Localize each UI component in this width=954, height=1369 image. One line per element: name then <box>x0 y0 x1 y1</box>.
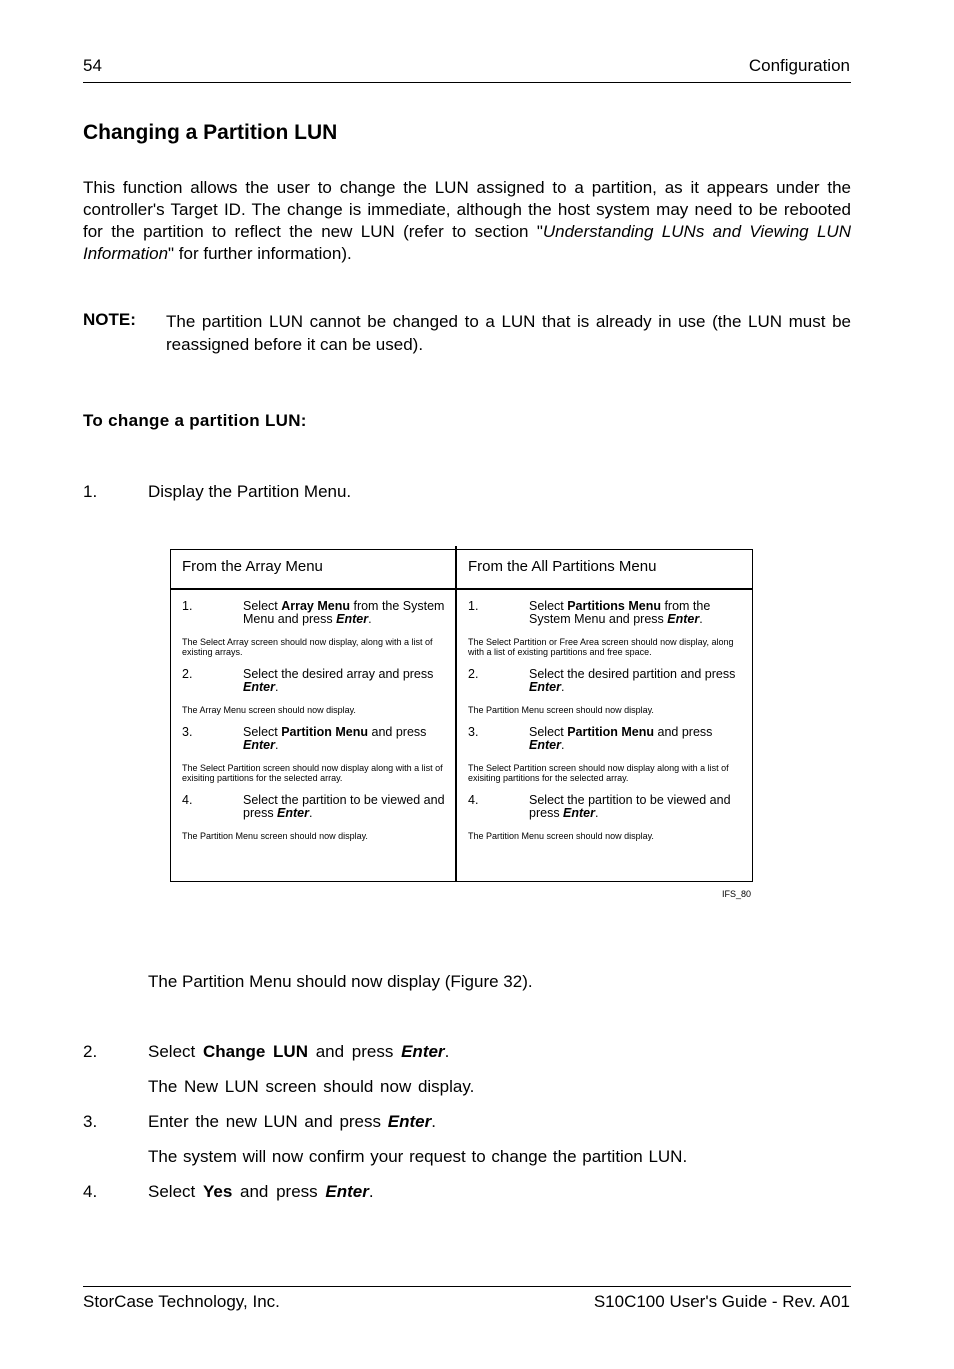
step-4-text <box>148 1182 374 1202</box>
left-step-1-key: Enter <box>336 612 369 626</box>
right-step-3-number: 3. <box>468 725 479 739</box>
header-rule <box>83 82 851 83</box>
step-3-key: Enter <box>387 1112 432 1131</box>
step-2-mid: and press <box>307 1042 402 1061</box>
left-step-1-text-2: from the System Menu and press <box>243 599 445 626</box>
left-step-4-number: 4. <box>182 793 193 807</box>
step-2-end: . <box>444 1042 450 1061</box>
right-step-1-end: . <box>699 612 703 626</box>
right-step-3-end: . <box>560 738 565 752</box>
step-4-number: 4. <box>83 1182 98 1201</box>
right-step-2-end: . <box>560 680 565 694</box>
left-note-2: The Array Menu screen should now display. <box>182 705 356 715</box>
right-step-4-text: Select the partition to be viewed and press <box>529 793 731 820</box>
footer-rule <box>83 1286 851 1287</box>
step-3-number: 3. <box>83 1112 98 1131</box>
page-number: 54 <box>83 56 102 75</box>
intro-paragraph <box>83 177 851 265</box>
right-step-4-end: . <box>595 806 599 820</box>
right-step-3-text: Select <box>529 725 568 739</box>
left-step-3-menu: Partition Menu <box>281 725 369 739</box>
left-step-3 <box>182 726 457 752</box>
footer-company: StorCase Technology, Inc. <box>83 1292 280 1311</box>
figure-right-heading: From the All Partitions Menu <box>468 558 657 575</box>
right-step-1 <box>468 600 743 626</box>
left-note-3: The Select Partition screen should now display along with a list of exisiting partitions for the selected array. <box>182 763 443 783</box>
right-step-4-key: Enter <box>563 806 595 820</box>
right-step-4 <box>468 794 743 820</box>
step-2-key: Enter <box>401 1042 445 1061</box>
step-3-text <box>148 1112 436 1132</box>
figure-id: IFS_80 <box>722 889 752 899</box>
left-step-2-key: Enter <box>243 680 275 694</box>
figure-left-heading: From the Array Menu <box>182 558 323 575</box>
left-step-2-number: 2. <box>182 667 193 681</box>
intro-text-1: This function allows the user to change the LUN assigned to a partition, as it appears under the controller's Target ID. The change is immediate, although the host system may need to be rebooted for the partition to reflect the new LUN (refer to section " <box>83 178 851 241</box>
left-step-2-text: Select the desired array and press <box>243 667 434 681</box>
left-step-4-text: Select the partition to be viewed and press <box>243 793 445 820</box>
step-1-number: 1. <box>83 482 98 501</box>
left-step-3-number: 3. <box>182 725 193 739</box>
step-4-command: Yes <box>202 1182 233 1201</box>
right-note-2: The Partition Menu screen should now display. <box>468 705 654 715</box>
left-step-1-menu: Array Menu <box>281 599 350 613</box>
left-step-3-end: . <box>274 738 279 752</box>
step-2-result: The New LUN screen should now display. <box>148 1077 475 1096</box>
step-3-result: The system will now confirm your request to change the partition LUN. <box>148 1147 688 1166</box>
step-3-end: . <box>431 1112 436 1131</box>
step-1-text: Display the Partition Menu. <box>148 482 352 501</box>
step-4-mid: and press <box>232 1182 326 1201</box>
left-step-2 <box>182 668 457 694</box>
step-4-pre: Select <box>148 1182 203 1201</box>
right-step-2-text: Select the desired partition and press <box>529 667 736 681</box>
right-step-1-number: 1. <box>468 599 479 613</box>
step-2-text <box>148 1042 449 1062</box>
step-4-end: . <box>368 1182 374 1201</box>
note-label: NOTE: <box>83 310 136 329</box>
figure-left-column <box>182 600 457 852</box>
left-step-4-end: . <box>309 806 313 820</box>
procedure-figure <box>170 549 753 882</box>
step-2-pre: Select <box>148 1042 203 1061</box>
intro-reference: Understanding LUNs and Viewing LUN Information <box>83 222 851 263</box>
left-step-1-number: 1. <box>182 599 193 613</box>
right-step-3-menu: Partition Menu <box>567 725 655 739</box>
left-step-3-text: Select <box>243 725 282 739</box>
right-step-3-key: Enter <box>529 738 561 752</box>
right-note-3: The Select Partition screen should now display along with a list of exisiting partitions for the selected array. <box>468 763 729 783</box>
right-step-2-key: Enter <box>529 680 561 694</box>
step-2-command: Change LUN <box>202 1042 308 1061</box>
right-step-3-text-2: and press <box>654 725 713 739</box>
footer-guide: S10C100 User's Guide - Rev. A01 <box>593 1292 850 1311</box>
left-step-2-end: . <box>274 680 279 694</box>
right-step-2-number: 2. <box>468 667 479 681</box>
right-note-4: The Partition Menu screen should now display. <box>468 831 654 841</box>
right-step-3 <box>468 726 743 752</box>
page-title: Changing a Partition LUN <box>83 121 338 144</box>
intro-text-2: " for further information). <box>168 244 352 263</box>
left-step-1-end: . <box>368 612 372 626</box>
left-note-4: The Partition Menu screen should now display. <box>182 831 368 841</box>
running-header: Configuration <box>748 56 850 75</box>
left-step-3-key: Enter <box>243 738 275 752</box>
left-step-1-text: Select <box>243 599 282 613</box>
step-4-key: Enter <box>325 1182 369 1201</box>
note-text: The partition LUN cannot be changed to a LUN that is already in use (the LUN must be reassigned before it can be used). <box>166 312 851 354</box>
right-step-4-number: 4. <box>468 793 479 807</box>
left-step-4-key: Enter <box>277 806 309 820</box>
right-step-1-menu: Partitions Menu <box>567 599 661 613</box>
left-step-1 <box>182 600 457 626</box>
left-note-1: The Select Array screen should now display, along with a list of existing arrays. <box>182 637 433 657</box>
figure-header-divider <box>171 588 752 590</box>
after-figure-text: The Partition Menu should now display (Figure 32). <box>148 972 533 991</box>
step-2-number: 2. <box>83 1042 98 1061</box>
right-note-1: The Select Partition or Free Area screen should now display, along with a list of existing partitions and free space. <box>468 637 734 657</box>
left-step-3-text-2: and press <box>368 725 427 739</box>
left-step-4 <box>182 794 457 820</box>
right-step-1-key: Enter <box>667 612 700 626</box>
procedure-title: To change a partition LUN: <box>83 411 307 430</box>
right-step-1-text-2: from the System Menu and press <box>529 599 711 626</box>
right-step-2 <box>468 668 743 694</box>
step-3-pre: Enter the new LUN and press <box>148 1112 388 1131</box>
figure-right-column <box>468 600 743 852</box>
right-step-1-text: Select <box>529 599 568 613</box>
